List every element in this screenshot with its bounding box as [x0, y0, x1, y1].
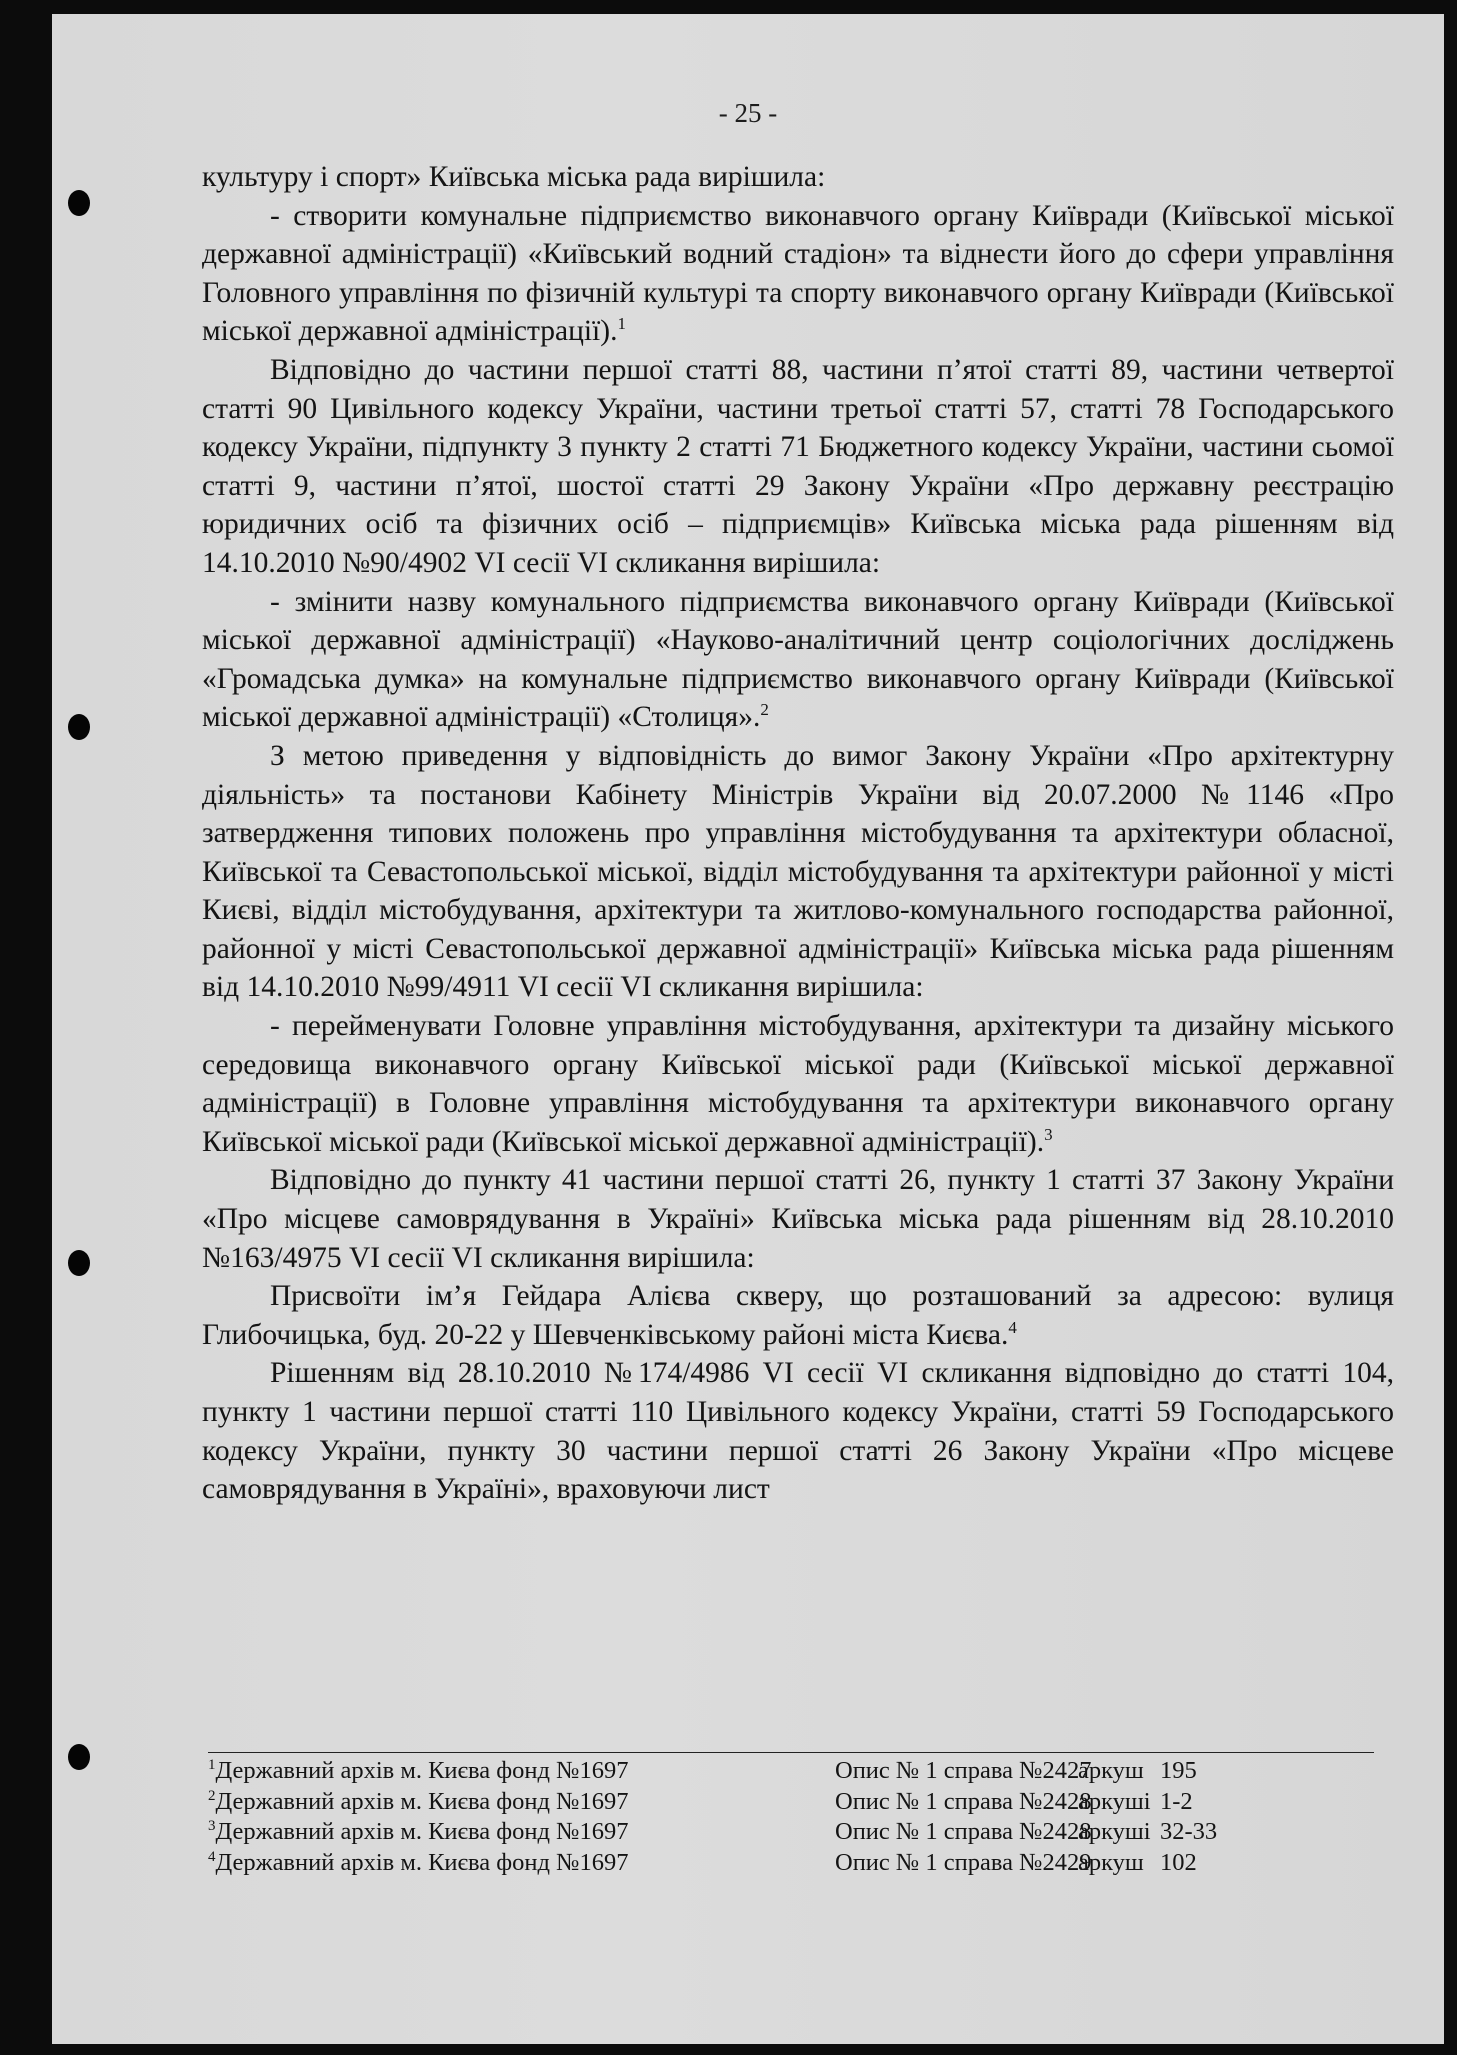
- punch-hole: [68, 190, 90, 216]
- footnote-divider: [208, 1752, 1374, 1753]
- paragraph: - перейменувати Головне управління містобудування, архітектури та дизайну міського середовища виконавчого органу Київської міської ради (Київської міської державної адміністрації) в Головне управління містобудування та архітектури виконавчого органу Київської міської ради (Київської міської державної адміністрації).$^3$: [202, 1010, 1394, 1158]
- page-number: - 25 -: [718, 98, 778, 128]
- paragraph: Відповідно до пункту 41 частини першої статті 26, пункту 1 статті 37 Закону України «Про місцеве самоврядування в Україні» Київська міська рада рішенням від 28.10.2010 №163/4975 VI сесії VI скликання вирішила:: [202, 1164, 1394, 1274]
- document-page: - 25 - культуру і спорт» Київська міська рада вирішила: - створити комунальне підприємство виконавчого органу Київради (Київської міської державної адміністрації) «Київський водний стадіон» та віднести його до сфери управління Головного управління по фізичній культурі та спорту виконавчого органу Київради (Київської міської державної адміністрації).$^1$ Відповідно до частини першої статті 88, частини п’ятої статті 89, частини четвертої статті 90 Цивільного кодексу України, частини третьої статті 57, статті 78 Господарського кодексу України, підпункту 3 пункту 2 статті 71 Бюджетного кодексу України, частини сьомої статті 9, частини п’ятої, шостої статті 29 Закону України «Про державну реєстрацію юридичних осіб та фізичних осіб – підприємців» Київська міська рада рішенням від 14.10.2010 №90/4902 VI сесії VI скликання вирішила: - змінити назву комунального підприємства виконавчого органу Київради (Київської міської державної адміністрації) «Науково-аналітичний центр соціологічних досліджень «Громадська думка» на комунальне підприємство виконавчого органу Київради (Київської міської державної адміністрації) «Столиця».$^2$ З метою приведення у відповідність до вимог Закону України «Про архітектурну діяльність» та постанови Кабінету Міністрів України від 20.07.2000 №1146 «Про затвердження типових положень про управління містобудування та архітектури обласної, Київської та Севастопольської міської, відділ містобудування та архітектури районної у місті Києві, відділ містобудування, архітектури та житлово-комунального господарства районної, районної у місті Севастопольської державної адміністрації» Київська міська рада рішенням від 14.10.2010 №99/4911 VI сесії VI скликання вирішила: - перейменувати Головне управління містобудування, архітектури та дизайну міського середовища виконавчого органу Київської міської ради (Київської міської державної адміністрації) в Головне управління містобудування та архітектури виконавчого органу Київської міської ради (Київської міської державної адміністрації).$^3$ Відповідно до пункту 41 частини першої статті 26, пункту 1 статті 37 Закону України «Про місцеве самоврядування в Україні» Київська міська рада рішенням від 28.10.2010 №163/4975 VI сесії VI скликання вирішила: Присвоїти ім’я Гейдара Алієва скверу, що розташований за адресою: вулиця Глибочицька, буд. 20-22 у Шевченківському районі міста Києва.$^4$ Рішенням від 28.10.2010 №174/4986 VI сесії VI скликання відповідно до статті 104, пункту 1 частини першої статті 110 Цивільного кодексу України, статті 59 Господарського кодексу України, пункту 30 частини першої статті 26 Закону України «Про місцеве самоврядування в Україні», враховуючи лист $^1$Державний архів м. Києва фонд №1697 Опис № 1 справа №2427 аркуш 195 $^2$Державний архів м. Києва фонд №1697 Опис № 1 справа №2428 аркуші 1-2 $^3$Державний архів м. Києва фонд №1697 Опис № 1 справа №2428 аркуші 32-33 $^4$Державний архів м. Києва фонд №1697 Опис № 1 справа №2429 аркуш 102: [52, 14, 1444, 2044]
- footnote-ref: 4: [1008, 1317, 1017, 1337]
- paragraph: культуру і спорт» Київська міська рада вирішила:: [202, 161, 826, 193]
- footnote-ref: 3: [1044, 1125, 1053, 1145]
- footnote-ref: 1: [617, 314, 626, 334]
- punch-hole: [68, 714, 90, 740]
- paragraph: Присвоїти ім’я Гейдара Алієва скверу, що розташований за адресою: вулиця Глибочицька, буд. 20-22 у Шевченківському районі міста Києва.$^4$: [202, 1280, 1394, 1351]
- paragraph: Відповідно до частини першої статті 88, частини п’ятої статті 89, частини четвертої статті 90 Цивільного кодексу України, частини третьої статті 57, статті 78 Господарського кодексу України, підпункту 3 пункту 2 статті 71 Бюджетного кодексу України, частини сьомої статті 9, частини п’ятої, шостої статті 29 Закону України «Про державну реєстрацію юридичних осіб та фізичних осіб – підприємців» Київська міська рада рішенням від 14.10.2010 №90/4902 VI сесії VI скликання вирішила:: [202, 353, 1394, 579]
- paragraph: З метою приведення у відповідність до вимог Закону України «Про архітектурну діяльність» та постанови Кабінету Міністрів України від 20.07.2000 №1146 «Про затвердження типових положень про управління містобудування та архітектури обласної, Київської та Севастопольської міської, відділ містобудування та архітектури районної у місті Києві, відділ містобудування, архітектури та житлово-комунального господарства районної, районної у місті Севастопольської державної адміністрації» Київська міська рада рішенням від 14.10.2010 №99/4911 VI сесії VI скликання вирішила:: [202, 739, 1394, 1004]
- punch-hole: [68, 1744, 90, 1770]
- paragraph: Рішенням від 28.10.2010 №174/4986 VI сесії VI скликання відповідно до статті 104, пункту 1 частини першої статті 110 Цивільного кодексу України, статті 59 Господарського кодексу України, пункту 30 частини першої статті 26 Закону України «Про місцеве самоврядування в Україні», враховуючи лист: [202, 1357, 1394, 1506]
- punch-hole: [68, 1250, 90, 1276]
- paragraph: - змінити назву комунального підприємства виконавчого органу Київради (Київської міської державної адміністрації) «Науково-аналітичний центр соціологічних досліджень «Громадська думка» на комунальне підприємство виконавчого органу Київради (Київської міської державної адміністрації) «Столиця».$^2$: [202, 585, 1394, 734]
- footnote-ref: 2: [760, 700, 769, 720]
- paragraph: - створити комунальне підприємство виконавчого органу Київради (Київської міської державної адміністрації) «Київський водний стадіон» та віднести його до сфери управління Головного управління по фізичній культурі та спорту виконавчого органу Київради (Київської міської державної адміністрації).$^1$: [202, 199, 1394, 348]
- document-body: [202, 158, 1394, 1509]
